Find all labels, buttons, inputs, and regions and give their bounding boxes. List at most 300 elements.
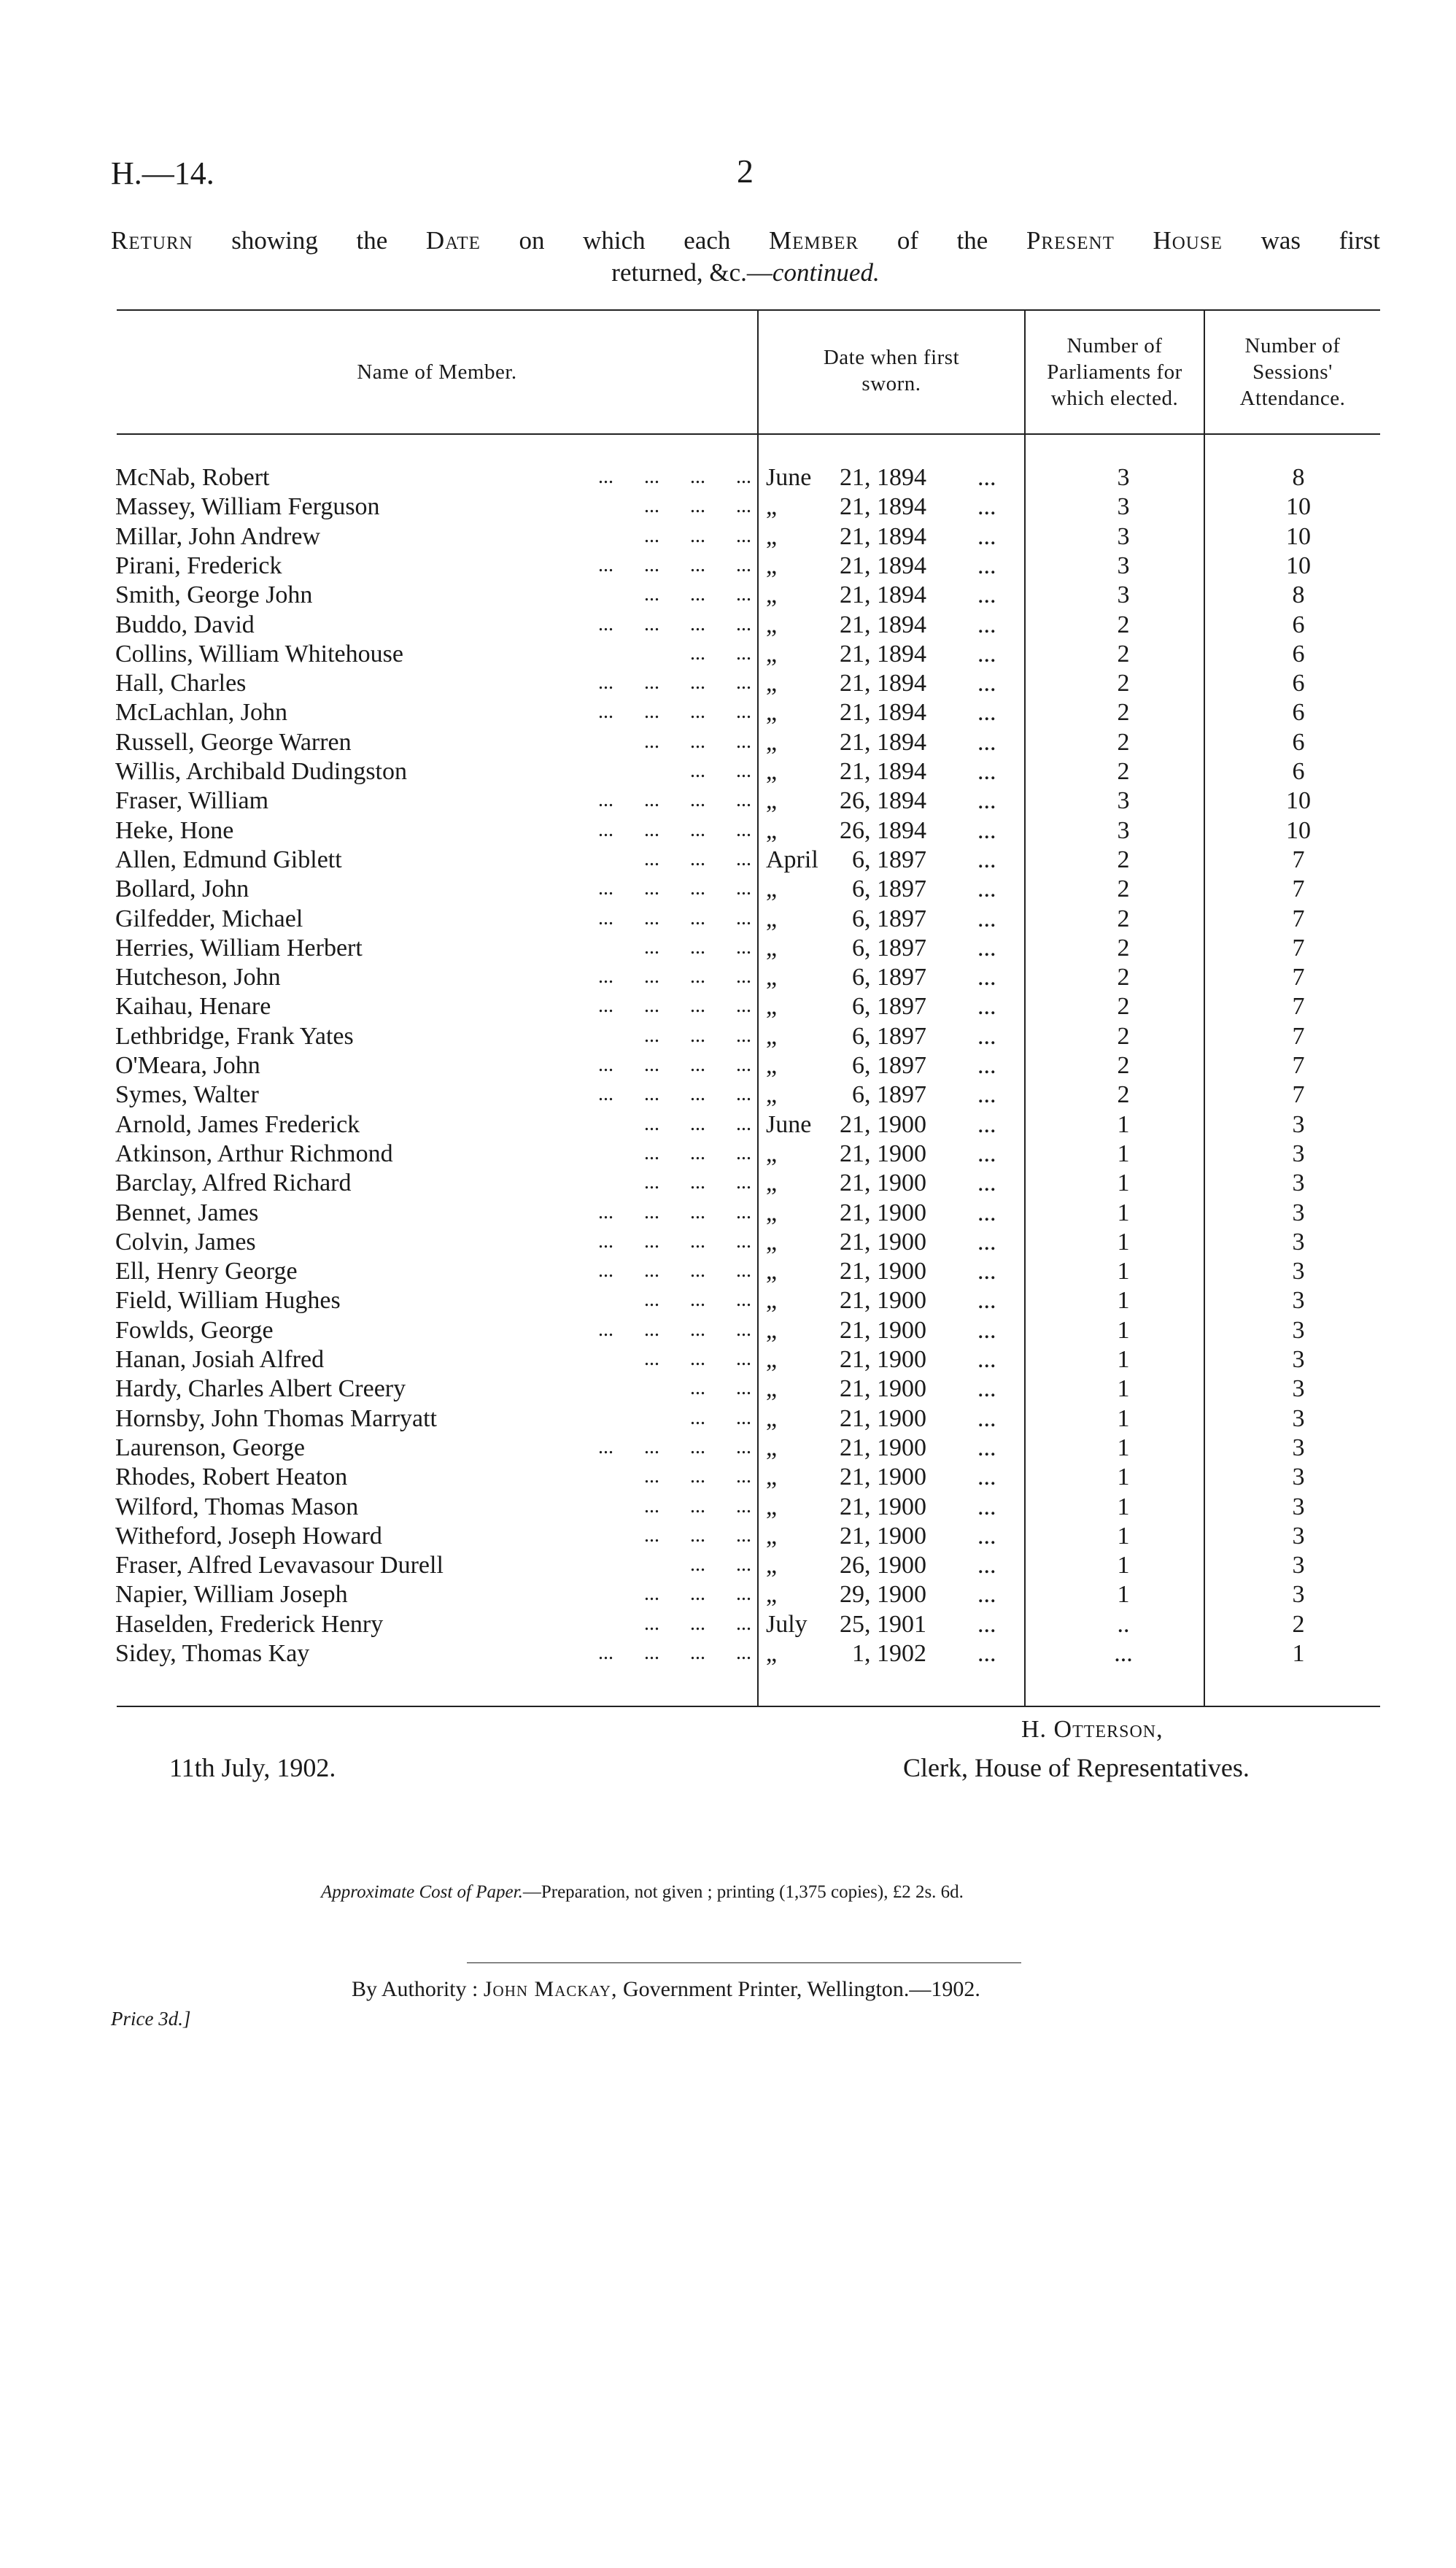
parliaments-count: 1 bbox=[1117, 1258, 1130, 1285]
member-name: Fraser, William bbox=[115, 787, 269, 814]
table-row bbox=[0, 670, 1456, 699]
table-row bbox=[0, 1111, 1456, 1140]
leader-dots: ... bbox=[977, 552, 996, 579]
leader-dots: ... bbox=[977, 523, 996, 550]
leader-dots: ... bbox=[977, 1581, 996, 1608]
table-row bbox=[0, 1493, 1456, 1523]
sworn-month: „ bbox=[766, 1346, 778, 1373]
authority-suffix: Government Printer, Wellington.—1902. bbox=[622, 1977, 980, 2001]
title-line-1 bbox=[111, 226, 1380, 255]
leader-dots: ... bbox=[977, 729, 996, 756]
sworn-month: July bbox=[766, 1611, 808, 1638]
leader-dots: ... ... ... bbox=[644, 1142, 751, 1164]
sessions-count: 3 bbox=[1292, 1258, 1305, 1285]
sworn-date: 21, 1894 bbox=[840, 552, 926, 579]
leader-dots: ... ... ... bbox=[644, 1024, 751, 1047]
member-name: Millar, John Andrew bbox=[115, 523, 320, 550]
leader-dots: ... ... ... bbox=[644, 1495, 751, 1517]
leader-dots: ... ... ... ... bbox=[598, 1230, 751, 1253]
leader-dots: ... bbox=[977, 1346, 996, 1373]
sessions-count: 3 bbox=[1292, 1463, 1305, 1490]
sessions-count: 1 bbox=[1292, 1640, 1305, 1667]
sessions-count: 3 bbox=[1292, 1287, 1305, 1314]
sworn-date: 21, 1900 bbox=[840, 1434, 926, 1461]
leader-dots: ... bbox=[977, 1523, 996, 1550]
leader-dots: ... bbox=[977, 641, 996, 668]
member-name: Hardy, Charles Albert Creery bbox=[115, 1375, 406, 1402]
sworn-date: 21, 1900 bbox=[840, 1523, 926, 1550]
title-line-2 bbox=[111, 258, 1380, 287]
sessions-count: 3 bbox=[1292, 1434, 1305, 1461]
sworn-date: 21, 1900 bbox=[840, 1287, 926, 1314]
member-name: O'Meara, John bbox=[115, 1052, 260, 1079]
page-number: 2 bbox=[737, 152, 754, 190]
table-row bbox=[0, 1346, 1456, 1375]
member-name: Bollard, John bbox=[115, 875, 249, 902]
sworn-month: „ bbox=[766, 523, 778, 550]
member-name: Symes, Walter bbox=[115, 1081, 259, 1108]
column-header-date bbox=[759, 344, 1024, 397]
title-word: showing bbox=[231, 226, 318, 255]
parliaments-count: .. bbox=[1117, 1611, 1130, 1638]
parliaments-count: 2 bbox=[1117, 611, 1130, 638]
sworn-date: 21, 1894 bbox=[840, 641, 926, 668]
sworn-month: „ bbox=[766, 875, 778, 902]
leader-dots: ... ... ... ... bbox=[598, 700, 751, 723]
member-name: Allen, Edmund Giblett bbox=[115, 846, 342, 873]
member-name: Hall, Charles bbox=[115, 670, 247, 697]
member-name: Napier, William Joseph bbox=[115, 1581, 348, 1608]
title-word: on bbox=[519, 226, 545, 255]
table-row bbox=[0, 935, 1456, 964]
column-header-parliaments-line: Parliaments for bbox=[1047, 360, 1182, 384]
parliaments-count: 2 bbox=[1117, 846, 1130, 873]
sworn-month: „ bbox=[766, 1140, 778, 1167]
leader-dots: ... ... ... bbox=[644, 1171, 751, 1194]
parliaments-count: 2 bbox=[1117, 641, 1130, 668]
member-name: Gilfedder, Michael bbox=[115, 905, 303, 932]
leader-dots: ... bbox=[977, 1229, 996, 1256]
sworn-month: „ bbox=[766, 758, 778, 785]
sessions-count: 6 bbox=[1292, 729, 1305, 756]
table-row bbox=[0, 1434, 1456, 1463]
sworn-month: June bbox=[766, 1111, 812, 1138]
leader-dots: ... bbox=[977, 1081, 996, 1108]
sworn-date: 21, 1894 bbox=[840, 493, 926, 520]
sworn-date: 21, 1900 bbox=[840, 1229, 926, 1256]
price: Price 3d.] bbox=[111, 2008, 191, 2030]
table-row bbox=[0, 1463, 1456, 1493]
leader-dots: ... bbox=[977, 935, 996, 962]
sworn-month: „ bbox=[766, 699, 778, 726]
leader-dots: ... bbox=[977, 1375, 996, 1402]
sworn-month: „ bbox=[766, 1463, 778, 1490]
member-name: Massey, William Ferguson bbox=[115, 493, 380, 520]
sworn-date: 21, 1894 bbox=[840, 670, 926, 697]
return-date: 11th July, 1902. bbox=[169, 1753, 336, 1782]
sessions-count: 6 bbox=[1292, 670, 1305, 697]
sessions-count: 3 bbox=[1292, 1523, 1305, 1550]
leader-dots: ... bbox=[977, 611, 996, 638]
parliaments-count: 1 bbox=[1117, 1346, 1130, 1373]
sworn-date: 21, 1894 bbox=[840, 581, 926, 608]
parliaments-count: 1 bbox=[1117, 1581, 1130, 1608]
sessions-count: 3 bbox=[1292, 1552, 1305, 1579]
table-row bbox=[0, 1640, 1456, 1669]
table-row bbox=[0, 552, 1456, 581]
table-row bbox=[0, 1405, 1456, 1434]
sworn-date: 6, 1897 bbox=[852, 846, 926, 873]
table-row bbox=[0, 1552, 1456, 1581]
leader-dots: ... bbox=[977, 1287, 996, 1314]
sworn-date: 21, 1900 bbox=[840, 1258, 926, 1285]
title-word: Member bbox=[768, 226, 859, 255]
table-row bbox=[0, 875, 1456, 905]
table-row bbox=[0, 581, 1456, 611]
cost-note-label: Approximate Cost of Paper. bbox=[321, 1882, 523, 1902]
leader-dots: ... ... ... bbox=[644, 730, 751, 753]
sworn-month: „ bbox=[766, 1023, 778, 1050]
leader-dots: ... ... ... bbox=[644, 1113, 751, 1135]
leader-dots: ... bbox=[977, 493, 996, 520]
table-row bbox=[0, 1611, 1456, 1640]
sessions-count: 3 bbox=[1292, 1111, 1305, 1138]
sessions-count: 8 bbox=[1292, 581, 1305, 608]
member-name: Buddo, David bbox=[115, 611, 255, 638]
sworn-month: „ bbox=[766, 1287, 778, 1314]
sworn-date: 21, 1894 bbox=[840, 699, 926, 726]
sworn-date: 21, 1894 bbox=[840, 464, 926, 491]
member-name: Atkinson, Arthur Richmond bbox=[115, 1140, 393, 1167]
leader-dots: ... ... bbox=[690, 759, 751, 782]
table-row bbox=[0, 1023, 1456, 1052]
sessions-count: 3 bbox=[1292, 1199, 1305, 1226]
parliaments-count: 1 bbox=[1117, 1523, 1130, 1550]
leader-dots: ... ... ... bbox=[644, 1465, 751, 1488]
sworn-month: „ bbox=[766, 993, 778, 1020]
sessions-count: 3 bbox=[1292, 1169, 1305, 1196]
table-row bbox=[0, 817, 1456, 846]
parliaments-count: 2 bbox=[1117, 1052, 1130, 1079]
parliaments-count: 1 bbox=[1117, 1375, 1130, 1402]
parliaments-count: 2 bbox=[1117, 875, 1130, 902]
leader-dots: ... ... ... ... bbox=[598, 1641, 751, 1664]
leader-dots: ... ... ... ... bbox=[598, 965, 751, 988]
table-row bbox=[0, 1140, 1456, 1169]
leader-dots: ... bbox=[977, 1405, 996, 1432]
sessions-count: 10 bbox=[1286, 787, 1311, 814]
member-name: Russell, George Warren bbox=[115, 729, 352, 756]
leader-dots: ... ... ... ... bbox=[598, 1083, 751, 1105]
parliaments-count: 1 bbox=[1117, 1463, 1130, 1490]
member-name: Bennet, James bbox=[115, 1199, 259, 1226]
sworn-month: „ bbox=[766, 1552, 778, 1579]
table-row bbox=[0, 964, 1456, 993]
parliaments-count: 1 bbox=[1117, 1493, 1130, 1520]
leader-dots: ... ... bbox=[690, 1407, 751, 1429]
title-word: which bbox=[583, 226, 646, 255]
table-row bbox=[0, 1317, 1456, 1346]
leader-dots: ... bbox=[977, 581, 996, 608]
parliaments-count: 1 bbox=[1117, 1140, 1130, 1167]
member-name: Fraser, Alfred Levavasour Durell bbox=[115, 1552, 444, 1579]
parliaments-count: 3 bbox=[1117, 787, 1130, 814]
sworn-date: 21, 1900 bbox=[840, 1169, 926, 1196]
sworn-month: „ bbox=[766, 935, 778, 962]
sessions-count: 3 bbox=[1292, 1140, 1305, 1167]
parliaments-count: 1 bbox=[1117, 1434, 1130, 1461]
leader-dots: ... bbox=[977, 1052, 996, 1079]
sessions-count: 3 bbox=[1292, 1346, 1305, 1373]
sessions-count: 7 bbox=[1292, 1023, 1305, 1050]
signatory-title: Clerk, House of Representatives. bbox=[903, 1753, 1250, 1782]
member-name: McNab, Robert bbox=[115, 464, 270, 491]
table-top-rule bbox=[117, 309, 1380, 311]
parliaments-count: 1 bbox=[1117, 1287, 1130, 1314]
sworn-date: 26, 1900 bbox=[840, 1552, 926, 1579]
sworn-date: 6, 1897 bbox=[852, 1081, 926, 1108]
document-reference: H.—14. bbox=[111, 155, 214, 191]
leader-dots: ... ... ... ... bbox=[598, 907, 751, 929]
table-row bbox=[0, 464, 1456, 493]
sworn-month: „ bbox=[766, 1317, 778, 1344]
sessions-count: 6 bbox=[1292, 699, 1305, 726]
printer-name: John Mackay, bbox=[483, 1977, 618, 2001]
cost-note bbox=[321, 1882, 964, 1903]
sworn-month: „ bbox=[766, 1081, 778, 1108]
title-word: the bbox=[956, 226, 988, 255]
column-header-sessions bbox=[1205, 333, 1380, 411]
member-name: Hanan, Josiah Alfred bbox=[115, 1346, 325, 1373]
column-header-sessions-line: Number of bbox=[1244, 334, 1341, 357]
sessions-count: 10 bbox=[1286, 817, 1311, 844]
column-header-sessions-line: Attendance. bbox=[1239, 387, 1346, 410]
sworn-month: „ bbox=[766, 729, 778, 756]
table-row bbox=[0, 729, 1456, 758]
sworn-month: „ bbox=[766, 964, 778, 991]
table-row bbox=[0, 699, 1456, 728]
member-name: Barclay, Alfred Richard bbox=[115, 1169, 352, 1196]
sworn-date: 21, 1894 bbox=[840, 611, 926, 638]
leader-dots: ... ... ... ... bbox=[598, 877, 751, 900]
leader-dots: ... bbox=[977, 1258, 996, 1285]
sworn-month: „ bbox=[766, 1581, 778, 1608]
leader-dots: ... ... ... bbox=[644, 495, 751, 517]
sworn-date: 21, 1900 bbox=[840, 1346, 926, 1373]
member-name: Hornsby, John Thomas Marryatt bbox=[115, 1405, 438, 1432]
sworn-month: „ bbox=[766, 1640, 778, 1667]
printer-authority bbox=[352, 1977, 980, 2002]
member-name: Wilford, Thomas Mason bbox=[115, 1493, 359, 1520]
parliaments-count: 1 bbox=[1117, 1169, 1130, 1196]
table-row bbox=[0, 1581, 1456, 1610]
sworn-month: „ bbox=[766, 1169, 778, 1196]
authority-rule bbox=[467, 1962, 1021, 1963]
sworn-month: „ bbox=[766, 1375, 778, 1402]
leader-dots: ... ... ... bbox=[644, 936, 751, 959]
member-name: Lethbridge, Frank Yates bbox=[115, 1023, 354, 1050]
leader-dots: ... bbox=[977, 846, 996, 873]
sworn-month: „ bbox=[766, 670, 778, 697]
parliaments-count: 2 bbox=[1117, 993, 1130, 1020]
table-row bbox=[0, 1052, 1456, 1081]
column-header-name-text: Name of Member. bbox=[357, 360, 517, 384]
table-row bbox=[0, 1169, 1456, 1199]
sworn-date: 26, 1894 bbox=[840, 787, 926, 814]
leader-dots: ... bbox=[977, 699, 996, 726]
sessions-count: 7 bbox=[1292, 993, 1305, 1020]
parliaments-count: 2 bbox=[1117, 1023, 1130, 1050]
sworn-date: 21, 1894 bbox=[840, 758, 926, 785]
sessions-count: 10 bbox=[1286, 523, 1311, 550]
leader-dots: ... ... ... ... bbox=[598, 554, 751, 576]
leader-dots: ... bbox=[977, 1493, 996, 1520]
title-word: each bbox=[684, 226, 731, 255]
leader-dots: ... ... ... ... bbox=[598, 1053, 751, 1076]
leader-dots: ... ... bbox=[690, 1553, 751, 1576]
leader-dots: ... ... ... bbox=[644, 1612, 751, 1635]
parliaments-count: 2 bbox=[1117, 905, 1130, 932]
table-row bbox=[0, 993, 1456, 1022]
column-header-parliaments-line: Number of bbox=[1066, 334, 1163, 357]
parliaments-count: 2 bbox=[1117, 699, 1130, 726]
table-row bbox=[0, 1081, 1456, 1110]
sessions-count: 3 bbox=[1292, 1581, 1305, 1608]
sessions-count: 7 bbox=[1292, 1052, 1305, 1079]
leader-dots: ... bbox=[977, 875, 996, 902]
member-name: Herries, William Herbert bbox=[115, 935, 363, 962]
sworn-date: 6, 1897 bbox=[852, 875, 926, 902]
leader-dots: ... bbox=[977, 1611, 996, 1638]
sworn-date: 21, 1900 bbox=[840, 1111, 926, 1138]
table-bottom-rule bbox=[117, 1706, 1380, 1707]
leader-dots: ... ... ... ... bbox=[598, 1436, 751, 1458]
sessions-count: 3 bbox=[1292, 1375, 1305, 1402]
sessions-count: 6 bbox=[1292, 641, 1305, 668]
sworn-month: „ bbox=[766, 1493, 778, 1520]
sworn-date: 21, 1900 bbox=[840, 1199, 926, 1226]
parliaments-count: 2 bbox=[1117, 935, 1130, 962]
leader-dots: ... ... ... ... bbox=[598, 819, 751, 841]
sworn-date: 21, 1900 bbox=[840, 1375, 926, 1402]
parliaments-count: 2 bbox=[1117, 1081, 1130, 1108]
leader-dots: ... bbox=[977, 1317, 996, 1344]
leader-dots: ... bbox=[977, 758, 996, 785]
leader-dots: ... bbox=[977, 1169, 996, 1196]
sworn-date: 21, 1894 bbox=[840, 523, 926, 550]
table-row bbox=[0, 1375, 1456, 1404]
title-word: was bbox=[1261, 226, 1301, 255]
sessions-count: 6 bbox=[1292, 758, 1305, 785]
title-word: Date bbox=[425, 226, 481, 255]
parliaments-count: 1 bbox=[1117, 1552, 1130, 1579]
sessions-count: 10 bbox=[1286, 493, 1311, 520]
table-row bbox=[0, 758, 1456, 787]
title-word: Present bbox=[1026, 226, 1115, 255]
sworn-month: „ bbox=[766, 1434, 778, 1461]
leader-dots: ... ... bbox=[690, 1377, 751, 1399]
sworn-date: 6, 1897 bbox=[852, 964, 926, 991]
sessions-count: 2 bbox=[1292, 1611, 1305, 1638]
sworn-date: 6, 1897 bbox=[852, 935, 926, 962]
sworn-month: „ bbox=[766, 905, 778, 932]
parliaments-count: 3 bbox=[1117, 493, 1130, 520]
sworn-month: „ bbox=[766, 641, 778, 668]
table-row bbox=[0, 846, 1456, 875]
table-row bbox=[0, 905, 1456, 935]
column-header-parliaments-line: which elected. bbox=[1050, 387, 1179, 410]
column-header-parliaments bbox=[1026, 333, 1204, 411]
title-line-2-prefix: returned, &c.— bbox=[611, 258, 772, 287]
sessions-count: 3 bbox=[1292, 1317, 1305, 1344]
parliaments-count: 1 bbox=[1117, 1111, 1130, 1138]
member-name: Kaihau, Henare bbox=[115, 993, 271, 1020]
title-word: of bbox=[897, 226, 918, 255]
member-name: Witheford, Joseph Howard bbox=[115, 1523, 382, 1550]
sworn-date: 21, 1900 bbox=[840, 1317, 926, 1344]
member-name: Field, William Hughes bbox=[115, 1287, 341, 1314]
member-name: Arnold, James Frederick bbox=[115, 1111, 360, 1138]
table-row bbox=[0, 523, 1456, 552]
leader-dots: ... ... ... bbox=[644, 1347, 751, 1370]
sworn-month: „ bbox=[766, 1229, 778, 1256]
sworn-month: „ bbox=[766, 493, 778, 520]
sworn-month: „ bbox=[766, 581, 778, 608]
parliaments-count: 2 bbox=[1117, 758, 1130, 785]
sworn-month: „ bbox=[766, 1052, 778, 1079]
title-word: first bbox=[1339, 226, 1381, 255]
leader-dots: ... bbox=[977, 993, 996, 1020]
table-row bbox=[0, 641, 1456, 670]
sworn-month: „ bbox=[766, 1258, 778, 1285]
parliaments-count: 2 bbox=[1117, 670, 1130, 697]
leader-dots: ... ... ... bbox=[644, 848, 751, 870]
sworn-date: 1, 1902 bbox=[852, 1640, 926, 1667]
sworn-date: 6, 1897 bbox=[852, 1052, 926, 1079]
sworn-month: „ bbox=[766, 1405, 778, 1432]
sessions-count: 7 bbox=[1292, 905, 1305, 932]
sessions-count: 3 bbox=[1292, 1405, 1305, 1432]
member-name: Haselden, Frederick Henry bbox=[115, 1611, 384, 1638]
sworn-month: „ bbox=[766, 552, 778, 579]
sessions-count: 7 bbox=[1292, 935, 1305, 962]
leader-dots: ... bbox=[977, 964, 996, 991]
sessions-count: 3 bbox=[1292, 1229, 1305, 1256]
sworn-date: 21, 1900 bbox=[840, 1140, 926, 1167]
table-row bbox=[0, 1287, 1456, 1316]
sworn-month: June bbox=[766, 464, 812, 491]
parliaments-count: 3 bbox=[1117, 552, 1130, 579]
signatory-name: H. Otterson, bbox=[1021, 1716, 1163, 1743]
member-name: Laurenson, George bbox=[115, 1434, 305, 1461]
sworn-month: April bbox=[766, 846, 818, 873]
leader-dots: ... ... bbox=[690, 642, 751, 665]
sessions-count: 7 bbox=[1292, 875, 1305, 902]
sworn-date: 26, 1894 bbox=[840, 817, 926, 844]
column-header-date-line: sworn. bbox=[861, 372, 921, 395]
leader-dots: ... ... ... ... bbox=[598, 671, 751, 694]
leader-dots: ... ... ... ... bbox=[598, 789, 751, 811]
authority-prefix: By Authority : bbox=[352, 1977, 479, 2001]
leader-dots: ... bbox=[977, 1552, 996, 1579]
member-name: McLachlan, John bbox=[115, 699, 288, 726]
sworn-date: 29, 1900 bbox=[840, 1581, 926, 1608]
sessions-count: 7 bbox=[1292, 1081, 1305, 1108]
leader-dots: ... bbox=[977, 817, 996, 844]
title-word: Return bbox=[111, 226, 193, 255]
sworn-month: „ bbox=[766, 787, 778, 814]
cost-note-text: —Preparation, not given ; printing (1,375 copies), £2 2s. 6d. bbox=[522, 1882, 964, 1902]
